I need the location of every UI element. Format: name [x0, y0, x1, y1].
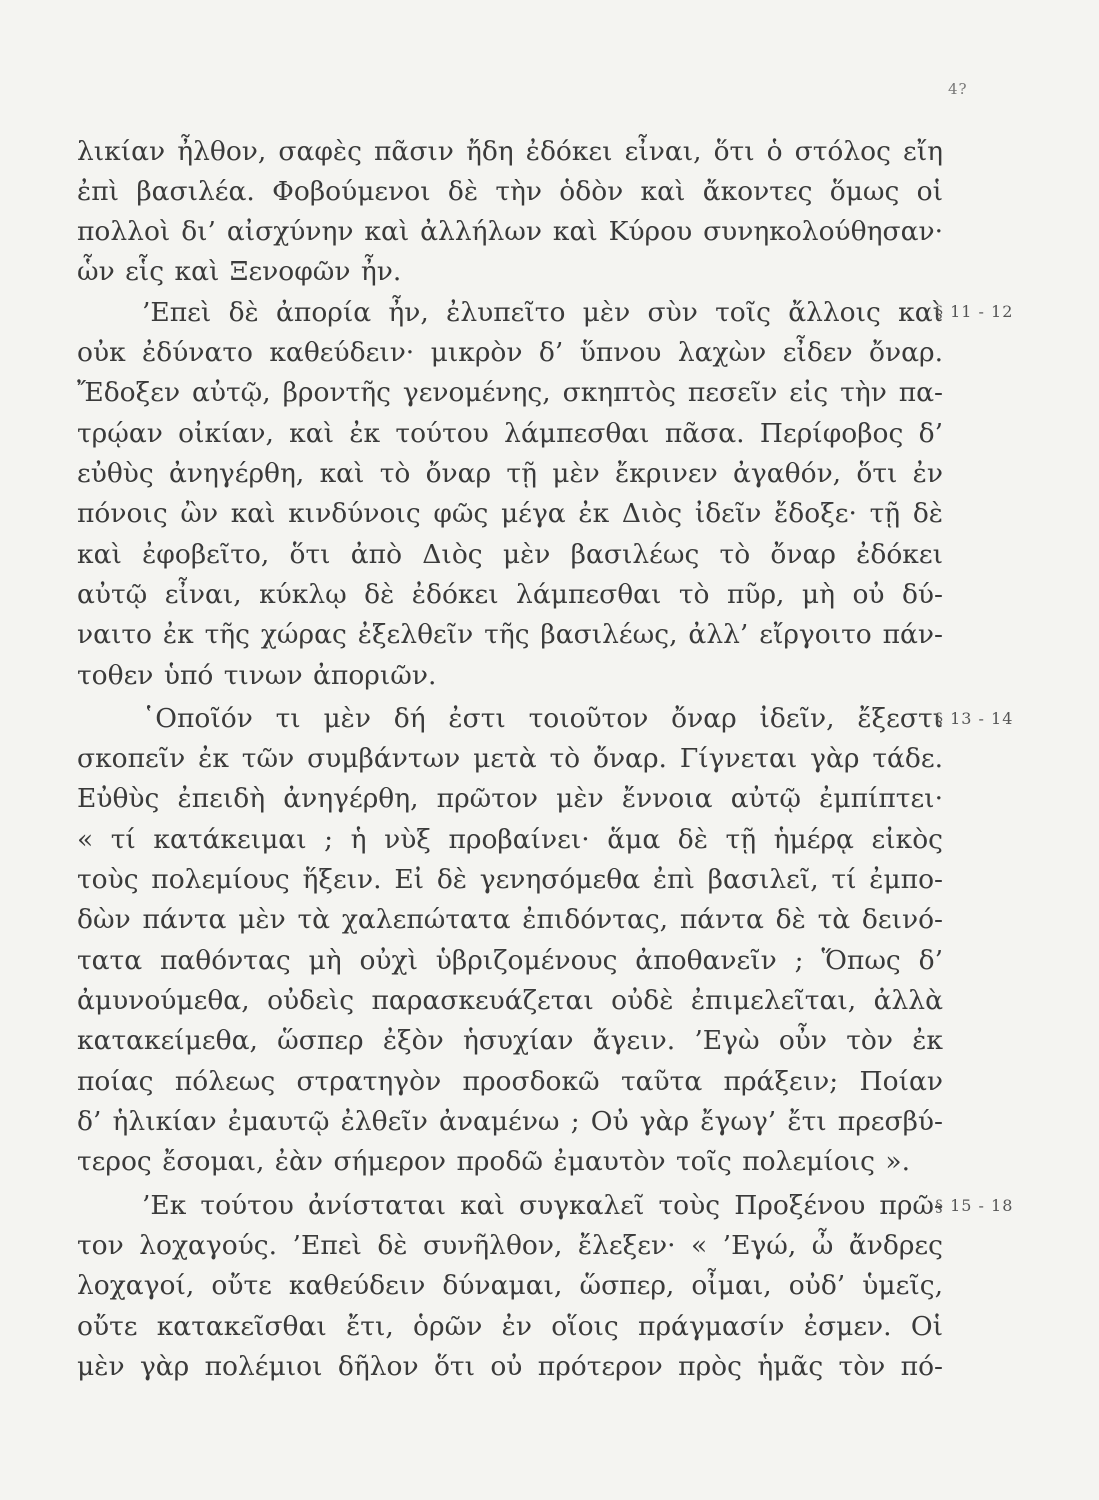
- text-line: οὐκ ἐδύνατο καθεύδειν· μικρὸν δ’ ὕπνου λαχὼν εἶδεν ὄναρ.: [77, 337, 943, 368]
- margin-section-note: § 11 - 12: [935, 302, 1014, 321]
- text-line: πόνοις ὢν καὶ κινδύνοις φῶς μέγα ἐκ Διὸς ἰδεῖν ἔδοξε· τῇ δὲ: [77, 498, 943, 529]
- page-number: 4?: [948, 80, 968, 98]
- text-line: ἐπὶ βασιλέα. Φοβούμενοι δὲ τὴν ὁδὸν καὶ ἄκοντες ὅμως οἱ: [77, 176, 943, 207]
- text-line: κατακείμεθα, ὥσπερ ἐξὸν ἡσυχίαν ἄγειν. ’Εγὼ οὖν τὸν ἐκ: [77, 1025, 943, 1056]
- text-line: ποίας πόλεως στρατηγὸν προσδοκῶ ταῦτα πράξειν; Ποίαν: [77, 1066, 943, 1097]
- text-line: εὐθὺς ἀνηγέρθη, καὶ τὸ ὄναρ τῇ μὲν ἔκρινεν ἀγαθόν, ὅτι ἐν: [77, 458, 943, 489]
- text-line: δ’ ἡλικίαν ἐμαυτῷ ἐλθεῖν ἀναμένω ; Οὐ γὰρ ἔγωγ’ ἔτι πρεσβύ-: [77, 1106, 943, 1137]
- text-line: λικίαν ἦλθον, σαφὲς πᾶσιν ἤδη ἐδόκει εἶναι, ὅτι ὁ στόλος εἴη: [77, 136, 943, 167]
- text-line: τατα παθόντας μὴ οὐχὶ ὑβριζομένους ἀποθανεῖν ; Ὅπως δ’: [77, 945, 943, 976]
- text-line: τρῴαν οἰκίαν, καὶ ἐκ τούτου λάμπεσθαι πᾶσα. Περίφοβος δ’: [77, 418, 943, 449]
- text-line: αὐτῷ εἶναι, κύκλῳ δὲ ἐδόκει λάμπεσθαι τὸ πῦρ, μὴ οὐ δύ-: [77, 579, 943, 610]
- text-line: Ἔδοξεν αὐτῷ, βροντῆς γενομένης, σκηπτὸς πεσεῖν εἰς τὴν πα-: [77, 377, 943, 408]
- text-line: πολλοὶ δι’ αἰσχύνην καὶ ἀλλήλων καὶ Κύρου συνηκολούθησαν·: [77, 216, 943, 247]
- text-line: ῾Οποῖόν τι μὲν δή ἐστι τοιοῦτον ὄναρ ἰδεῖν, ἔξεστι: [142, 703, 943, 734]
- text-line: μὲν γὰρ πολέμιοι δῆλον ὅτι οὐ πρότερον πρὸς ἡμᾶς τὸν πό-: [77, 1351, 943, 1382]
- text-line: ἀμυνούμεθα, οὐδεὶς παρασκευάζεται οὐδὲ ἐπιμελεῖται, ἀλλὰ: [77, 985, 943, 1016]
- text-line: ’Εκ τούτου ἀνίσταται καὶ συγκαλεῖ τοὺς Προξένου πρῶ-: [142, 1190, 943, 1221]
- text-line: τερος ἔσομαι, ἐὰν σήμερον προδῶ ἐμαυτὸν τοῖς πολεμίοις ».: [77, 1146, 910, 1177]
- text-line: δὼν πάντα μὲν τὰ χαλεπώτατα ἐπιδόντας, πάντα δὲ τὰ δεινό-: [77, 904, 943, 935]
- text-line: οὔτε κατακεῖσθαι ἔτι, ὁρῶν ἐν οἵοις πράγμασίν ἐσμεν. Οἱ: [77, 1311, 943, 1342]
- text-line: τον λοχαγούς. ’Επεὶ δὲ συνῆλθον, ἔλεξεν· « ’Εγώ, ὦ ἄνδρες: [77, 1230, 943, 1261]
- text-line: Εὐθὺς ἐπειδὴ ἀνηγέρθη, πρῶτον μὲν ἔννοια αὐτῷ ἐμπίπτει·: [77, 783, 943, 814]
- text-line: καὶ ἐφοβεῖτο, ὅτι ἀπὸ Διὸς μὲν βασιλέως τὸ ὄναρ ἐδόκει: [77, 539, 943, 570]
- text-line: τοθεν ὑπό τινων ἀποριῶν.: [77, 660, 437, 691]
- text-line: ’Επεὶ δὲ ἀπορία ἦν, ἐλυπεῖτο μὲν σὺν τοῖς ἄλλοις καὶ: [142, 297, 943, 328]
- text-line: « τί κατάκειμαι ; ἡ νὺξ προβαίνει· ἅμα δὲ τῇ ἡμέρᾳ εἰκὸς: [77, 824, 943, 855]
- margin-section-note: § 13 - 14: [935, 709, 1014, 728]
- text-line: λοχαγοί, οὔτε καθεύδειν δύναμαι, ὥσπερ, οἶμαι, οὐδ’ ὑμεῖς,: [77, 1270, 943, 1301]
- text-line: ὧν εἷς καὶ Ξενοφῶν ἦν.: [77, 256, 402, 287]
- margin-section-note: § 15 - 18: [935, 1196, 1014, 1215]
- text-line: σκοπεῖν ἐκ τῶν συμβάντων μετὰ τὸ ὄναρ. Γίγνεται γὰρ τάδε.: [77, 743, 943, 774]
- text-line: ναιτο ἐκ τῆς χώρας ἐξελθεῖν τῆς βασιλέως, ἀλλ’ εἴργοιτο πάν-: [77, 619, 943, 650]
- text-line: τοὺς πολεμίους ἥξειν. Εἰ δὲ γενησόμεθα ἐπὶ βασιλεῖ, τί ἐμπο-: [77, 864, 943, 895]
